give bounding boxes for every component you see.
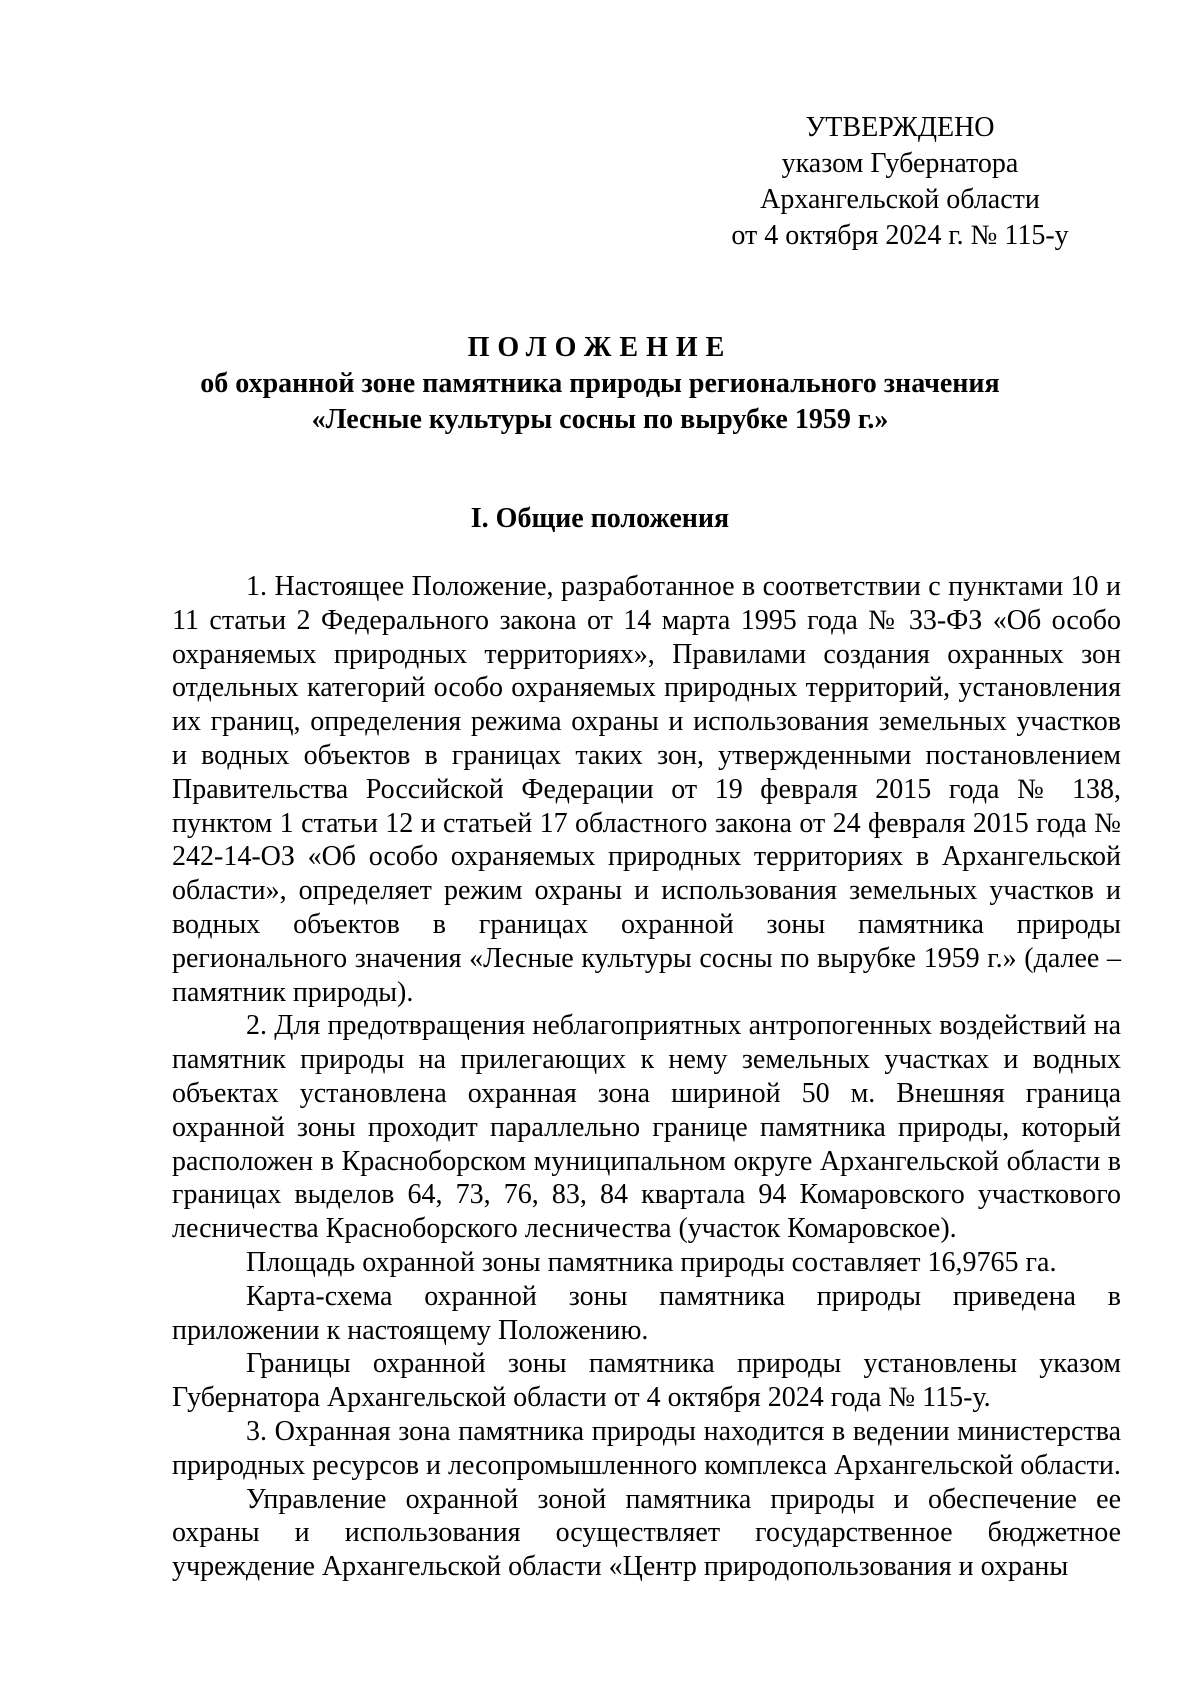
approval-authority: указом Губернатора: [781, 148, 1019, 179]
approval-label: УТВЕРЖДЕНО: [805, 112, 995, 143]
document-body: [172, 570, 1121, 1584]
paragraph-management: Управление охранной зоной памятника природы и обеспечение ее охраны и использования осуществляет государственное бюджетное учреждение Архангельской области «Центр природопользования и охраны: [172, 1483, 1121, 1583]
paragraph-1: 1. Настоящее Положение, разработанное в соответствии с пунктами 10 и 11 статьи 2 Федерального закона от 14 марта 1995 года № 33-ФЗ «Об особо охраняемых природных территориях», Правилами создания охранных зон отдельных категорий особо охраняемых природных территорий, установления их границ, определения режима охраны и использования земельных участков и водных объектов в границах таких зон, утвержденными постановлением Правительства Российской Федерации от 19 февраля 2015 года № 138, пунктом 1 статьи 12 и статьей 17 областного закона от 24 февраля 2015 года № 242-14-ОЗ «Об особо охраняемых природных территориях в Архангельской области», определяет режим охраны и использования земельных участков и водных объектов в границах охранной зоны памятника природы регионального значения «Лесные культуры сосны по вырубке 1959 г.» (далее – памятник природы).: [172, 571, 1121, 1008]
paragraph-2: 2. Для предотвращения неблагоприятных антропогенных воздействий на памятник природы на прилегающих к нему земельных участках и водных объектах установлена охранная зона шириной 50 м. Внешняя граница охранной зоны проходит параллельно границе памятника природы, который расположен в Красноборском муниципальном округе Архангельской области в границах выделов 64, 73, 76, 83, 84 квартала 94 Комаровского участкового лесничества Красноборского лесничества (участок Комаровское).: [172, 1010, 1121, 1245]
paragraph-boundaries: Границы охранной зоны памятника природы установлены указом Губернатора Архангельской области от 4 октября 2024 года № 115-у.: [172, 1348, 1121, 1414]
document-subtitle-line2: «Лесные культуры сосны по вырубке 1959 г.»: [311, 404, 889, 435]
document-title-block: [150, 330, 1050, 438]
paragraph-map: Карта-схема охранной зоны памятника природы приведена в приложении к настоящему Положению.: [172, 1280, 1121, 1346]
approval-date-number: от 4 октября 2024 г. № 115-у: [731, 220, 1069, 251]
paragraph-3: 3. Охранная зона памятника природы находится в ведении министерства природных ресурсов и лесопромышленного комплекса Архангельской области.: [172, 1415, 1121, 1481]
section-heading: I. Общие положения: [470, 503, 730, 534]
document-title: ПОЛОЖЕНИЕ: [467, 332, 733, 363]
document-subtitle-line1: об охранной зоне памятника природы регионального значения: [200, 368, 1000, 399]
approval-stamp: [700, 110, 1100, 254]
paragraph-area: Площадь охранной зоны памятника природы составляет 16,9765 га.: [246, 1246, 1057, 1278]
approval-region: Архангельской области: [760, 184, 1040, 215]
